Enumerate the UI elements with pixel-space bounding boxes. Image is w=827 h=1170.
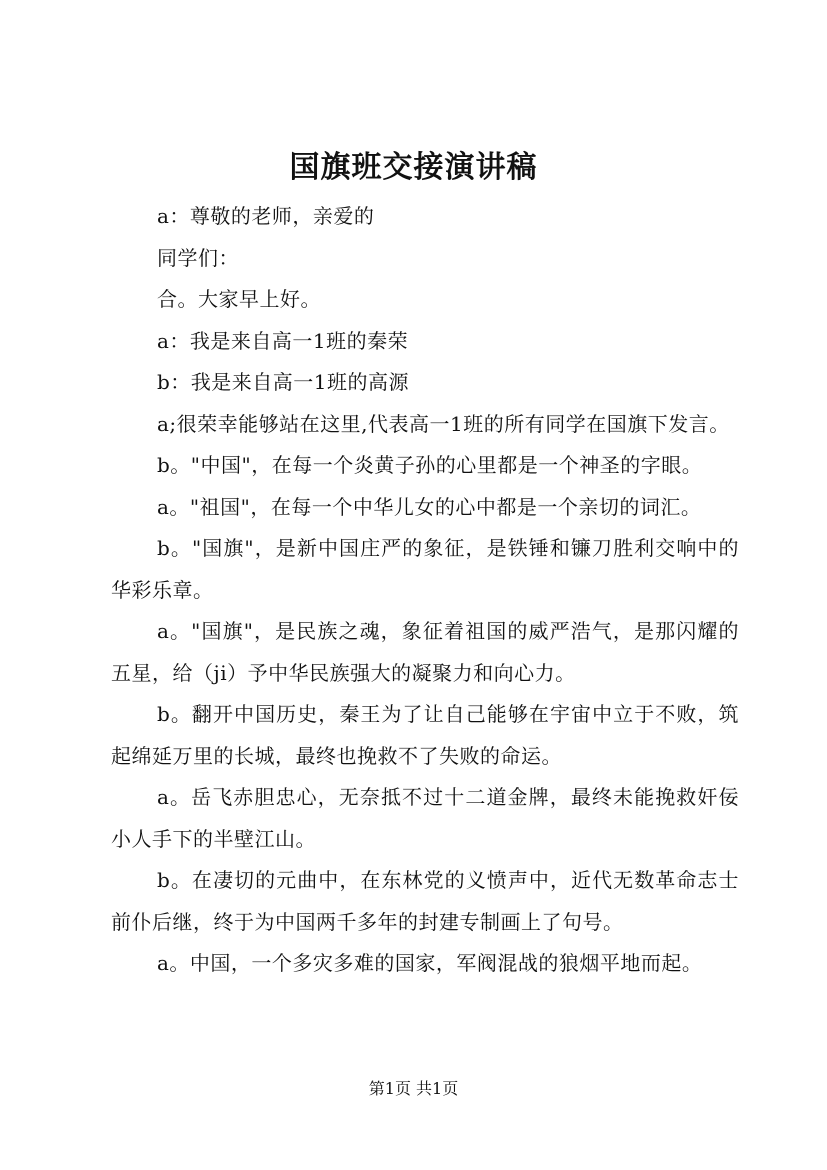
paragraph: b。翻开中国历史，秦王为了让自己能够在宇宙中立于不败，筑起绵延万里的长城，最终也挽救不了失败的命运。: [111, 702, 739, 768]
paragraph: b：我是来自高一1班的高源: [157, 370, 410, 394]
document-body: [111, 196, 739, 985]
paragraph: 同学们：: [157, 245, 239, 270]
paragraph: 合。大家早上好。: [157, 287, 321, 311]
document-title: 国旗班交接演讲稿: [289, 150, 538, 185]
paragraph: b。在凄切的元曲中，在东林党的义愤声中，近代无数革命志士前仆后继，终于为中国两千多年的封建专制画上了句号。: [111, 868, 739, 934]
paragraph: a;很荣幸能够站在这里,代表高一1班的所有同学在国旗下发言。: [157, 411, 730, 436]
paragraph: a。"国旗"，是民族之魂，象征着祖国的威严浩气，是那闪耀的五星，给（ji）予中华民族强大的凝聚力和向心力。: [111, 619, 739, 685]
paragraph: a：尊敬的老师，亲爱的: [157, 204, 375, 228]
paragraph: a。"祖国"，在每一个中华儿女的心中都是一个亲切的词汇。: [157, 494, 702, 519]
paragraph: a：我是来自高一1班的秦荣: [157, 328, 409, 353]
paragraph: b。"国旗"，是新中国庄严的象征，是铁锤和镰刀胜利交响中的华彩乐章。: [111, 536, 739, 602]
paragraph: a。岳飞赤胆忠心，无奈抵不过十二道金牌，最终未能挽救奸佞小人手下的半壁江山。: [111, 785, 739, 851]
page-number: 第1页 共1页: [368, 1079, 459, 1098]
paragraph: a。中国，一个多灾多难的国家，军阀混战的狼烟平地而起。: [157, 951, 703, 975]
paragraph: b。"中国"，在每一个炎黄子孙的心里都是一个神圣的字眼。: [157, 453, 703, 477]
